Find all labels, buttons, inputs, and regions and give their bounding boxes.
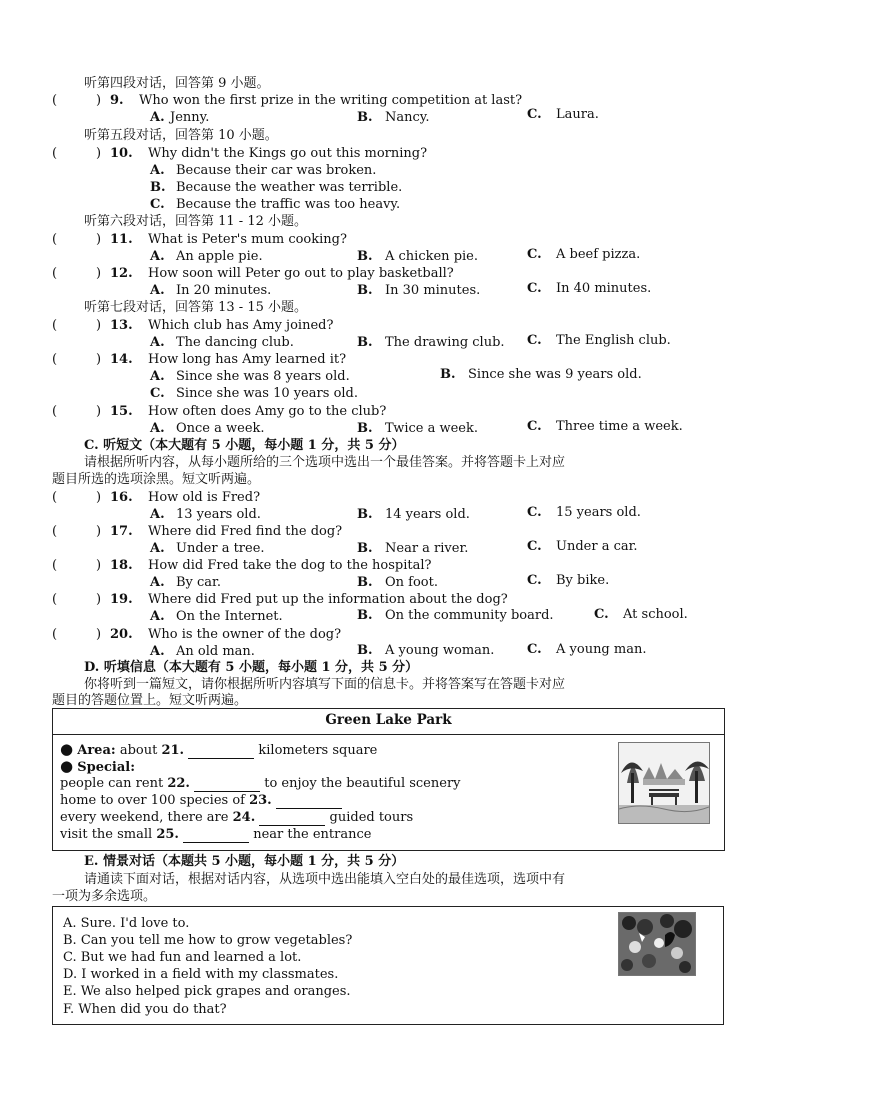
option-c: Because the traffic was too heavy. — [176, 197, 401, 212]
question-text: How often does Amy go to the club? — [148, 404, 387, 419]
option-label-a: A. — [150, 609, 165, 624]
question-text: Why didn't the Kings go out this morning? — [148, 146, 428, 161]
info-card-divider — [52, 734, 725, 735]
info-card-title: Green Lake Park — [325, 712, 452, 728]
option-c: Laura. — [556, 107, 599, 122]
section-c-instruction: 请根据所听内容，从每小题所给的三个选项中选出一个最佳答案。并将答题卡上对应 — [84, 455, 566, 470]
section-heading-7: 听第七段对话，回答第 13 - 15 小题。 — [84, 300, 308, 315]
question-number: 16. — [110, 490, 133, 505]
option-a: Once a week. — [176, 421, 265, 436]
option-label-c: C. — [150, 386, 165, 401]
answer-paren-open[interactable]: ( — [52, 404, 58, 419]
option-b: In 30 minutes. — [385, 283, 481, 298]
option-a: An apple pie. — [176, 249, 263, 264]
answer-paren-close: ) — [96, 93, 102, 108]
option-label-a: A. — [150, 335, 165, 350]
question-text: Which club has Amy joined? — [148, 318, 334, 333]
section-heading-4: 听第四段对话，回答第 9 小题。 — [84, 76, 270, 91]
answer-blank-22[interactable] — [194, 778, 260, 792]
line-24 — [60, 809, 413, 826]
answer-blank-21[interactable] — [188, 745, 254, 759]
answer-blank-24[interactable] — [259, 812, 325, 826]
area-text: about — [119, 743, 158, 758]
option-label-c: C. — [150, 197, 165, 212]
option-b: Because the weather was terrible. — [176, 180, 403, 195]
harvest-illustration — [618, 912, 696, 976]
fruit-picking-icon — [619, 913, 695, 975]
answer-paren-open[interactable]: ( — [52, 627, 58, 642]
question-number: 9. — [110, 93, 124, 108]
option-b: Near a river. — [385, 541, 469, 556]
line-24-post: guided tours — [329, 810, 414, 825]
question-number: 17. — [110, 524, 133, 539]
option-b: 14 years old. — [385, 507, 470, 522]
option-label-a: A. — [150, 369, 165, 384]
option-label-b: B. — [357, 335, 373, 350]
question-text: Who won the first prize in the writing competition at last? — [139, 93, 523, 108]
answer-paren-close: ) — [96, 318, 102, 333]
section-c-instruction-cont: 题目所选的选项涂黑。短文听两遍。 — [52, 472, 261, 487]
line-25 — [60, 826, 371, 843]
option-label-b: B. — [357, 283, 373, 298]
section-e-title: E. 情景对话（本题共 5 小题，每小题 1 分，共 5 分） — [84, 854, 405, 869]
area-line: ● Area: about 21. kilometers square — [60, 740, 378, 758]
option-item-a: A. Sure. I'd love to. — [63, 916, 190, 931]
answer-paren-open[interactable]: ( — [52, 558, 58, 573]
option-label-c: C. — [527, 573, 542, 588]
option-c: By bike. — [556, 573, 610, 588]
option-label-c: C. — [527, 281, 542, 296]
option-c: Three time a week. — [556, 419, 683, 434]
option-label-b: B. — [357, 507, 373, 522]
area-unit: kilometers square — [258, 743, 378, 758]
blank-number-22: 22. — [167, 776, 190, 791]
option-label-c: C. — [527, 642, 542, 657]
answer-paren-open[interactable]: ( — [52, 93, 58, 108]
area-label: Area — [77, 743, 111, 758]
option-c: A beef pizza. — [556, 247, 641, 262]
section-d-instruction-cont: 题目的答题位置上。短文听两遍。 — [52, 693, 248, 708]
option-label-c: C. — [527, 419, 542, 434]
answer-paren-open[interactable]: ( — [52, 232, 58, 247]
question-number: 12. — [110, 266, 133, 281]
option-c: At school. — [623, 607, 688, 622]
option-label-b: B. — [357, 643, 373, 658]
line-22-pre: people can rent — [60, 776, 164, 791]
option-label-b: B. — [357, 541, 373, 556]
question-text: How long has Amy learned it? — [148, 352, 347, 367]
answer-blank-25[interactable] — [183, 829, 249, 843]
option-a: In 20 minutes. — [176, 283, 272, 298]
option-label-b: B. — [357, 249, 373, 264]
option-label-c: C. — [527, 247, 542, 262]
option-label-c: C. — [594, 607, 609, 622]
question-text: How did Fred take the dog to the hospital? — [148, 558, 432, 573]
question-text: Where did Fred find the dog? — [148, 524, 343, 539]
question-text: How old is Fred? — [148, 490, 261, 505]
bullet-icon: ● — [60, 757, 74, 775]
answer-paren-close: ) — [96, 524, 102, 539]
section-c-title: C. 听短文（本大题有 5 小题，每小题 1 分，共 5 分） — [84, 438, 405, 453]
question-number: 11. — [110, 232, 133, 247]
park-scene-icon — [619, 743, 709, 823]
question-number: 19. — [110, 592, 133, 607]
answer-paren-close: ) — [96, 266, 102, 281]
option-c: Under a car. — [556, 539, 638, 554]
answer-paren-open[interactable]: ( — [52, 352, 58, 367]
question-number: 18. — [110, 558, 133, 573]
line-25-post: near the entrance — [253, 827, 372, 842]
answer-paren-open[interactable]: ( — [52, 266, 58, 281]
question-number: 10. — [110, 146, 133, 161]
blank-number-23: 23. — [249, 793, 272, 808]
option-label-b: B. — [440, 367, 456, 382]
option-c: The English club. — [556, 333, 671, 348]
option-label-a: A. — [150, 575, 165, 590]
option-c: In 40 minutes. — [556, 281, 652, 296]
section-e-instruction: 请通读下面对话，根据对话内容，从选项中选出能填入空白处的最佳选项，选项中有 — [84, 872, 566, 887]
blank-number-24: 24. — [232, 810, 256, 825]
answer-paren-close: ) — [96, 627, 102, 642]
option-b: Twice a week. — [385, 421, 479, 436]
special-line: ● Special: — [60, 757, 136, 775]
option-c: A young man. — [556, 642, 647, 657]
question-text: Where did Fred put up the information about the dog? — [148, 592, 508, 607]
option-label-a: A. — [150, 283, 165, 298]
answer-paren-close: ) — [96, 146, 102, 161]
option-item-f: F. When did you do that? — [63, 1002, 227, 1017]
question-text: What is Peter's mum cooking? — [148, 232, 347, 247]
special-label: Special — [77, 760, 131, 775]
blank-number-21: 21. — [161, 743, 185, 758]
option-b: Since she was 9 years old. — [468, 367, 642, 382]
answer-paren-close: ) — [96, 558, 102, 573]
option-a: By car. — [176, 575, 221, 590]
option-a: Because their car was broken. — [176, 163, 377, 178]
option-item-d: D. I worked in a field with my classmates. — [63, 967, 339, 982]
question-number: 15. — [110, 404, 133, 419]
park-illustration — [618, 742, 710, 824]
answer-paren-close: ) — [96, 592, 102, 607]
section-heading-6: 听第六段对话，回答第 11 - 12 小题。 — [84, 214, 308, 229]
line-24-pre: every weekend, there are — [60, 810, 229, 825]
option-label-b: B. — [150, 180, 166, 195]
question-text: Who is the owner of the dog? — [148, 627, 342, 642]
option-label-b: B. — [357, 575, 373, 590]
question-number: 13. — [110, 318, 133, 333]
option-c: Since she was 10 years old. — [176, 386, 359, 401]
option-label-a: A. — [150, 644, 165, 659]
question-number: 20. — [110, 627, 133, 642]
option-label-c: C. — [527, 107, 542, 122]
option-label-b: B. — [357, 421, 373, 436]
option-b: On the community board. — [385, 608, 554, 623]
answer-paren-close: ) — [96, 404, 102, 419]
option-label-a: A. — [150, 507, 165, 522]
option-label-a: A. — [150, 249, 165, 264]
option-label-c: C. — [527, 505, 542, 520]
option-label-b: B. — [357, 608, 373, 623]
option-c: 15 years old. — [556, 505, 641, 520]
option-a: An old man. — [176, 644, 255, 659]
answer-paren-close: ) — [96, 490, 102, 505]
option-a: The dancing club. — [176, 335, 294, 350]
line-23-pre: home to over 100 species of — [60, 793, 245, 808]
blank-number-25: 25. — [156, 827, 179, 842]
answer-paren-open[interactable]: ( — [52, 146, 58, 161]
section-d-instruction: 你将听到一篇短文，请你根据所听内容填写下面的信息卡。并将答案写在答题卡对应 — [84, 677, 566, 692]
line-22-post: to enjoy the beautiful scenery — [264, 776, 461, 791]
option-b: A young woman. — [385, 643, 495, 658]
question-number: 14. — [110, 352, 133, 367]
answer-paren-open[interactable]: ( — [52, 490, 58, 505]
option-label-a: A. — [150, 163, 165, 178]
option-a: On the Internet. — [176, 609, 283, 624]
answer-paren-open[interactable]: ( — [52, 318, 58, 333]
option-label-c: C. — [527, 333, 542, 348]
answer-paren-open[interactable]: ( — [52, 592, 58, 607]
option-item-e: E. We also helped pick grapes and oranges. — [63, 984, 351, 999]
question-text: How soon will Peter go out to play basketball? — [148, 266, 454, 281]
line-25-pre: visit the small — [60, 827, 153, 842]
option-b: The drawing club. — [385, 335, 505, 350]
answer-paren-close: ) — [96, 232, 102, 247]
section-heading-5: 听第五段对话，回答第 10 小题。 — [84, 128, 278, 143]
option-b: Nancy. — [385, 110, 430, 125]
option-a: Since she was 8 years old. — [176, 369, 350, 384]
answer-paren-close: ) — [96, 352, 102, 367]
option-a: 13 years old. — [176, 507, 261, 522]
option-label-b: B. — [357, 110, 373, 125]
bullet-icon: ● — [60, 740, 74, 758]
option-item-c: C. But we had fun and learned a lot. — [63, 950, 302, 965]
answer-paren-open[interactable]: ( — [52, 524, 58, 539]
option-label-a: A. — [150, 421, 165, 436]
option-a: Jenny. — [170, 110, 210, 125]
option-label-c: C. — [527, 539, 542, 554]
option-b: On foot. — [385, 575, 438, 590]
option-item-b: B. Can you tell me how to grow vegetables? — [63, 933, 353, 948]
section-d-title: D. 听填信息（本大题有 5 小题，每小题 1 分，共 5 分） — [84, 660, 419, 675]
option-b: A chicken pie. — [385, 249, 478, 264]
line-22 — [60, 775, 461, 792]
option-label-a: A. — [150, 110, 165, 125]
option-label-a: A. — [150, 541, 165, 556]
answer-blank-23[interactable] — [276, 795, 342, 809]
section-e-instruction-cont: 一项为多余选项。 — [52, 889, 157, 904]
option-a: Under a tree. — [176, 541, 265, 556]
line-23 — [60, 792, 342, 809]
